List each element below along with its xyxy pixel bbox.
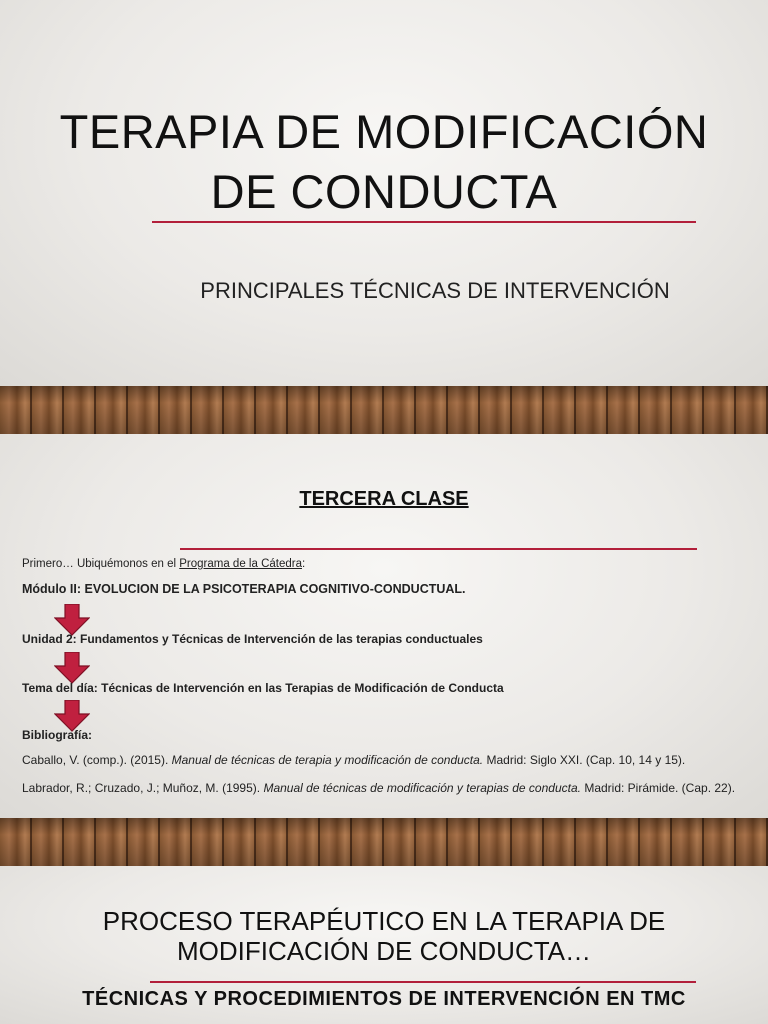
- bibliography-entry-1: Caballo, V. (comp.). (2015). Manual de técnicas de terapia y modificación de conducta. Madrid: Siglo XXI. (Cap. 10, 14 y 15).: [22, 753, 686, 767]
- wood-floor-divider: [0, 386, 768, 434]
- slide-2: [0, 434, 768, 818]
- slide-1-title-line2: DE CONDUCTA: [210, 165, 558, 218]
- slide-3-title: [0, 906, 768, 966]
- wood-floor-divider: [0, 818, 768, 866]
- slide-2-accent-rule: [180, 548, 697, 550]
- arrow-down-icon: [54, 652, 90, 684]
- slide-3-subtitle: TÉCNICAS Y PROCEDIMIENTOS DE INTERVENCIÓN EN TMC: [82, 988, 686, 1010]
- slide-1-title: [0, 102, 768, 222]
- slide-1-subtitle: PRINCIPALES TÉCNICAS DE INTERVENCIÓN: [200, 278, 670, 303]
- slide-2-title: TERCERA CLASE: [299, 488, 469, 510]
- slide-3-title-line2: MODIFICACIÓN DE CONDUCTA…: [176, 936, 592, 966]
- programa-link[interactable]: Programa de la Cátedra: [179, 558, 302, 570]
- bibliografia-label: Bibliografía:: [22, 728, 93, 742]
- slide-1-title-line1: TERAPIA DE MODIFICACIÓN: [59, 105, 709, 158]
- unidad-line: Unidad 2: Fundamentos y Técnicas de Intervención de las terapias conductuales: [22, 632, 483, 646]
- tema-line: Tema del día: Técnicas de Intervención en las Terapias de Modificación de Conducta: [22, 681, 504, 695]
- slide-1: [0, 0, 768, 386]
- slide-1-accent-rule: [152, 221, 696, 223]
- slide-3-accent-rule: [150, 981, 696, 983]
- slide-3-title-line1: PROCESO TERAPÉUTICO EN LA TERAPIA DE: [102, 906, 666, 936]
- bibliography-entry-2: Labrador, R.; Cruzado, J.; Muñoz, M. (1995). Manual de técnicas de modificación y terapias de conducta. Madrid: Pirámide. (Cap. 22).: [22, 781, 736, 795]
- modulo-line: Módulo II: EVOLUCION DE LA PSICOTERAPIA COGNITIVO-CONDUCTUAL.: [22, 582, 466, 596]
- slide-3: [0, 866, 768, 1024]
- intro-line: Primero… Ubiquémonos en el Programa de la Cátedra:: [22, 558, 306, 570]
